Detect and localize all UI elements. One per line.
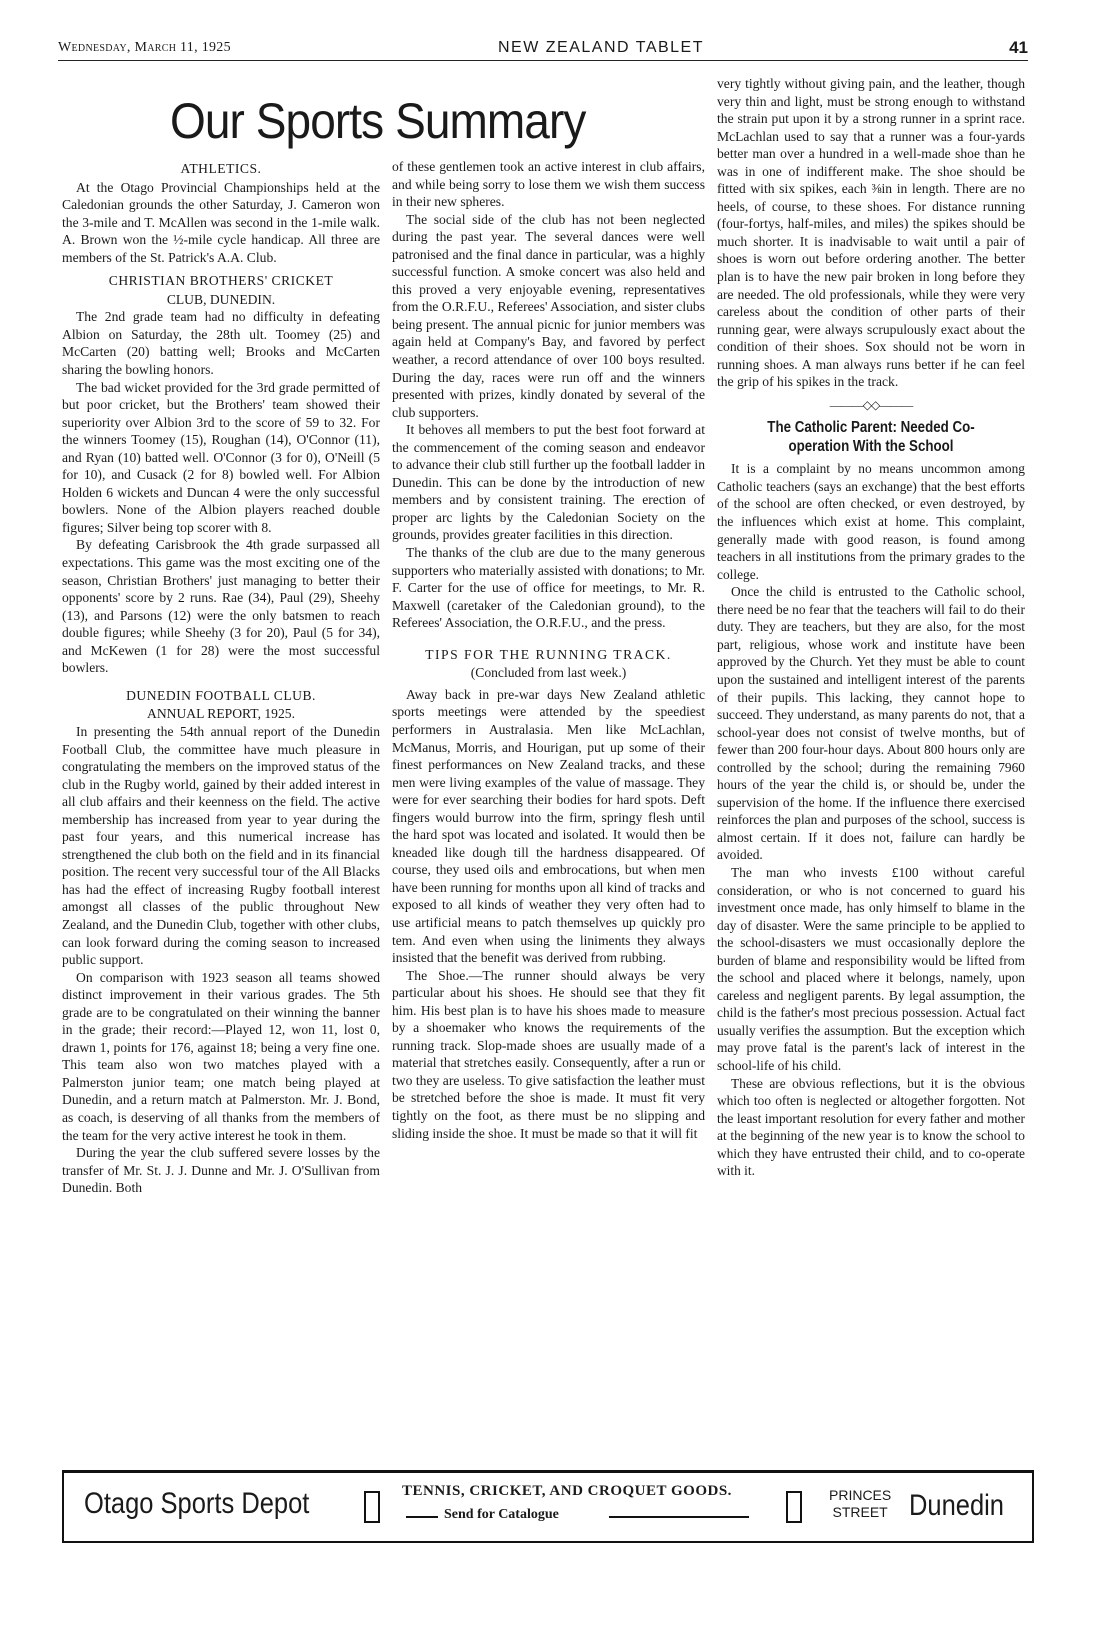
- paragraph: These are obvious reflections, but it is the obvious which too often is neglected or altogether forgotten. Not the least important resolution for every father and mother at the beginning of the new year is to know the school to which they have entrusted their child, and to co-operate with it.: [717, 1075, 1025, 1179]
- advert-catalogue: Send for Catalogue: [444, 1507, 559, 1522]
- column-3: [717, 75, 1025, 1468]
- football-heading-line-2: ANNUAL REPORT, 1925.: [147, 706, 295, 722]
- paragraph: In presenting the 54th annual report of the Dunedin Football Club, the committee have much pleasure in congratulating the members on the improved status of the club in the Rugby world, gained by their added interest in all club affairs and their keenness on the field. The active membership has increased from year to year during the past four years, and this numerical increase has strengthened the club both on the field and in its financial position. The recent very successful tour of the All Blacks has had the effect of increasing Rugby football interest amongst all classes of the public throughout New Zealand, and the Dunedin Club, together with other clubs, can look forward during the coming season to increased public support.: [62, 723, 380, 968]
- paragraph: The social side of the club has not been neglected during the past year. The several dances were well patronised and the final dance in particular, was a highly successful function. A smoke concert was also held and this proved a very enjoyable evening, representatives from the O.R.F.U., Referees' Association, and sister clubs being present. The annual picnic for junior members was again held at Company's Bay, and favored by perfect weather, a record attendance of over 100 boys resulted. During the day, races were run off and the winners presented with prizes, kindly donated by several of the club supporters.: [392, 211, 705, 420]
- paragraph: It is a complaint by no means uncommon among Catholic teachers (says an exchange) that the best efforts of the school are often checked, or even destroyed, by the influences which exist at home. This complaint, generally made with good reason, is found among teachers in all institutions from the primary grades to the college.: [717, 461, 1025, 582]
- football-heading: DUNEDIN FOOTBALL CLUB.: [126, 687, 316, 703]
- bracket-ornament: [364, 1491, 380, 1523]
- paragraph: At the Otago Provincial Championships held at the Caledonian grounds the other Saturday, J. Cameron won the 3-mile and T. McAllen was second in the 1-mile walk. A. Brown won the ½-mile cycle handicap. All three are members of the St. Patrick's A.A. Club.: [62, 179, 380, 265]
- cricket-heading-line-2: CLUB, DUNEDIN.: [166, 291, 276, 307]
- paragraph: Once the child is entrusted to the Catholic school, there need be no fear that the teachers will fail to do their duty. They are teachers, but they are also, for the most part, religious, whose work and institute have been approved by the Church. Yet they must be able to count upon the sustained and intelligent interest of the parents of their pupils. This lacking, they cannot hope to succeed. They understand, as many parents do not, that a school-year does not consist of twelve months, but of fewer than 200 four-hour days. About 800 hours only are controlled by the school; during the remaining 7960 hours of the year the child is, or should be, under the supervision of the home. If the influence there exercised reinforces the plan and purposes of the school, success is almost certain. If it does not, failure can hardly be avoided.: [717, 584, 1025, 863]
- tips-heading: TIPS FOR THE RUNNING TRACK.: [425, 646, 672, 662]
- paragraph: The Shoe.—The runner should always be very particular about his shoes. He should see that they fit him. His best plan is to have his shoes made to measure by a shoemaker who knows the requirements of the running track. Slop-made shoes are usually made of a material that stretches easily. Consequently, after a run or two they are useless. To give satisfaction the leather must be stretched before the shoe is made. It must fit very tightly on the foot, as there must be no slipping and sliding inside the shoe. It must be made so that it will fit: [392, 967, 705, 1141]
- paragraph: very tightly without giving pain, and the leather, though very thin and light, must be strong enough to withstand the strain put upon it by a strong runner in a sprint race. McLachlan used to say that a runner was a four-yards better man over a hundred in a well-made shoe than he was in one of indifferent make. The shoe should be fitted with six spikes, each ⅜in in length. There are no heels, of course, to these shoes. For distance running (four-fortys, half-miles, and miles) the spikes should be much shorter. It is inadvisable to wait until a pair of shoes is worn out before ordering another. The better plan is to have the new pair broken in long before they are needed. The old professionals, while they were very careless about the condition of other parts of their running gear, were always scrupulously exact about the condition of their shoes. Sox should not be worn in running shoes. A man always runs better if he can feel the grip of his spikes in the track.: [717, 76, 1025, 390]
- section-divider: ———◇◇———: [829, 397, 913, 412]
- catholic-parent-heading: The Catholic Parent: Needed Co-operation With the School: [767, 419, 975, 456]
- paragraph: During the year the club suffered severe losses by the transfer of Mr. St. J. J. Dunne and Mr. J. O'Sullivan from Dunedin. Both: [62, 1145, 380, 1196]
- masthead: NEW ZEALAND TABLET: [498, 39, 704, 56]
- advert-city: Dunedin: [909, 1489, 1005, 1522]
- paragraph: By defeating Carisbrook the 4th grade surpassed all expectations. This game was the most exciting one of the season, Christian Brothers' just managing to better their opponents' score by 2 runs. Rae (34), Paul (29), Sheehy (13), and Parsons (12) were the only batsmen to reach double figures; while Sheehy (3 for 20), Paul (5 for 34), and McKewen (1 for 28) were the most successful bowlers.: [62, 537, 380, 676]
- page-title: Our Sports Summary: [170, 93, 586, 149]
- advert-name: Otago Sports Depot: [84, 1487, 310, 1520]
- issue-date: Wednesday, March 11, 1925: [58, 40, 231, 55]
- street-line-2: STREET: [832, 1504, 888, 1520]
- advertisement-box: [62, 1470, 1034, 1543]
- rule-line: [406, 1516, 438, 1518]
- paragraph: The man who invests £100 without careful consideration, or who is not concerned to guard his investment once made, has only himself to blame in the day of disaster. Were the same principle to be applied to the school-disasters we must occasionally deplore the burden of blame and responsibility would be lifted from the school and placed where it belongs, namely, upon careless and negligent parents. By legal assumption, the child is the father's most precious possession. Actual fact usually verifies the assumption. But the exception which may prove fatal is the parent's lack of interest in the school-life of his child.: [717, 864, 1025, 1073]
- paragraph: The 2nd grade team had no difficulty in defeating Albion on Saturday, the 28th ult. Toomey (25) and McCarten (20) batting well; Brooks and McCarten sharing the bowling honors.: [62, 309, 380, 378]
- rule-line: [609, 1516, 749, 1518]
- column-2: [392, 158, 705, 1468]
- paragraph: The thanks of the club are due to the many generous supporters who materially assisted with donations; to Mr. F. Carter for the use of office for meetings, to Mr. R. Maxwell (caretaker of the Caledonian ground), to the Referees' Association, the O.R.F.U., and the press.: [392, 545, 705, 631]
- page-number: 41: [1009, 38, 1028, 57]
- athletics-heading: ATHLETICS.: [180, 161, 262, 176]
- tips-subheading: (Concluded from last week.): [470, 665, 627, 681]
- column-1: [62, 158, 380, 1468]
- advert-street: [829, 1487, 891, 1521]
- paragraph: It behoves all members to put the best foot forward at the commencement of the coming season and endeavor to advance their club still further up the football ladder in Dunedin. This can be done by the introduction of new members and by consistent training. The erection of proper arc lights by the Caledonian Society on the grounds, provides greater facilities in this direction.: [392, 422, 705, 543]
- street-line-1: PRINCES: [829, 1487, 892, 1503]
- paragraph: Away back in pre-war days New Zealand athletic sports meetings were attended by the speediest performers in Australasia. Men like McLachlan, McManus, Morris, and Hourigan, put up some of their finest performances on New Zealand tracks, and these men were living examples of the value of massage. They were for ever searching their bodies for hard spots. Deft fingers would burrow into the firm, springy flesh until the hard spot was located and isolated. It would then be kneaded like dough till the hardness disappeared. Of course, they used oils and embrocations, but when men have been running for months upon all kind of tracks and exposed to all kinds of weather they very often had to use artificial means to patch themselves up quickly pro tem. And even when using the liniments they always insisted that the benefit was derived from rubbing.: [392, 686, 705, 966]
- paragraph: On comparison with 1923 season all teams showed distinct improvement in their various grades. The 5th grade are to be congratulated on their winning the banner in the grade; their record:—Played 12, won 11, lost 0, drawn 1, points for 176, against 18; being a very fine one. This team also won two matches played with a Palmerston junior team; one match being played at Dunedin, and a return match at Palmerston. Mr. J. Bond, as coach, is deserving of all thanks from the members of the team for the very active interest he took in them.: [62, 969, 380, 1143]
- advert-goods: TENNIS, CRICKET, AND CROQUET GOODS.: [402, 1483, 732, 1499]
- bracket-ornament: [786, 1491, 802, 1523]
- cricket-heading: CHRISTIAN BROTHERS' CRICKET: [108, 273, 334, 289]
- paragraph: The bad wicket provided for the 3rd grade permitted of but poor cricket, but the Brothers' team showed their superiority over Albion 3rd to the score of 59 to 32. For the winners Toomey (15), Roughan (14), O'Connor (11), and Ryan (10) batted well. O'Connor (3 for 0), O'Neill (5 for 10), and Cusack (2 for 8) bowled well. For Albion Holden 6 wickets and Duncan 4 were the only successful bowlers. None of the Albion players reached double figures; Silver being top scorer with 8.: [62, 379, 380, 535]
- page-header: [58, 38, 1028, 61]
- paragraph: of these gentlemen took an active interest in club affairs, and while being sorry to lose them we wish them success in their new spheres.: [392, 159, 705, 210]
